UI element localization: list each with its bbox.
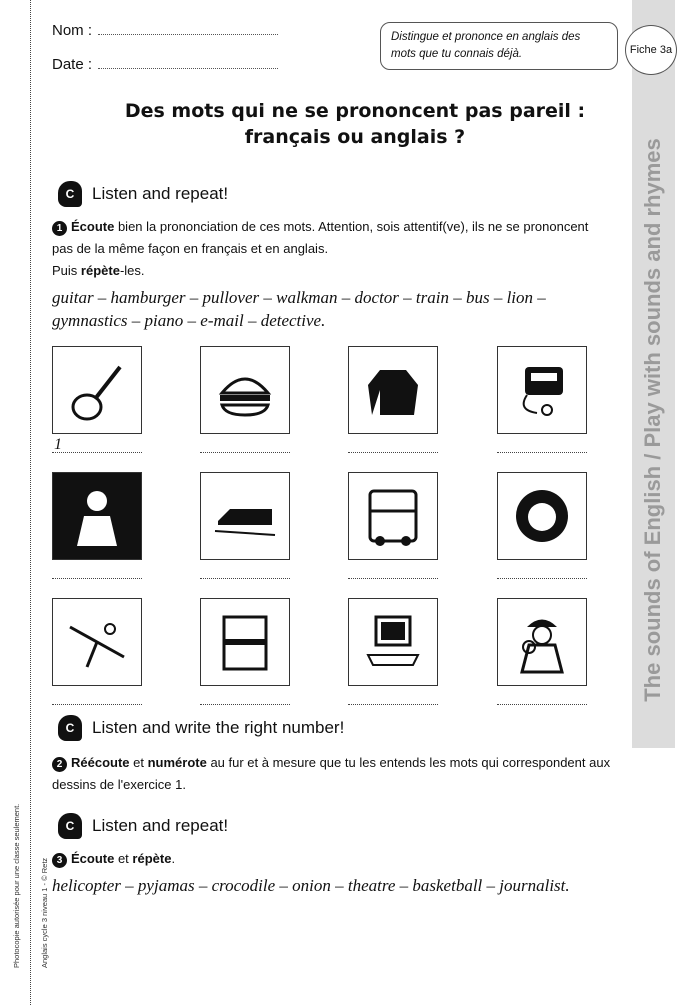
instr-text: bien la prononciation de ces mots. Attention, sois attentif(ve), ils ne se prononcent pas de la même façon en français et en anglais. (52, 219, 589, 256)
section-heading: Listen and repeat! (92, 816, 229, 835)
picture-pullover (348, 346, 438, 434)
answer-line[interactable] (52, 704, 142, 705)
answer-line[interactable] (497, 452, 587, 453)
instr-bold: numérote (147, 755, 207, 770)
picture-guitar (52, 346, 142, 434)
guitar-icon (62, 355, 132, 425)
name-line (98, 34, 278, 35)
section-heading: Listen and write the right number! (92, 718, 345, 737)
title-line-1: Des mots qui ne se prononcent pas pareil : (124, 100, 586, 122)
section-2-heading (58, 714, 612, 742)
date-line (98, 68, 278, 69)
credit-line-1: Photocopie autorisée pour une classe seulement. (12, 803, 21, 968)
answer-line[interactable] (200, 578, 290, 579)
answer-line[interactable] (200, 452, 290, 453)
hamburger-icon (210, 355, 280, 425)
ear-icon: C (58, 813, 82, 839)
answer-line[interactable] (52, 452, 142, 453)
bus-icon (358, 481, 428, 551)
word-list-1: guitar – hamburger – pullover – walkman – doctor – train – bus – lion – gymnastics – piano – e-mail – detective. (52, 288, 546, 330)
date-field[interactable] (52, 56, 278, 73)
answer-line[interactable] (497, 578, 587, 579)
name-field[interactable] (52, 22, 278, 39)
answer-line[interactable] (348, 704, 438, 705)
instr-bold: répète (132, 851, 172, 866)
instr-text: . (171, 851, 176, 866)
picture-doctor (52, 472, 142, 560)
answer-line[interactable] (200, 704, 290, 705)
picture-bus (348, 472, 438, 560)
instr-text: au fur et à mesure que tu les entends les mots qui correspondent aux dessins de l'exercice 1. (52, 755, 611, 792)
picture-gymnastics (52, 598, 142, 686)
name-label: Nom : (52, 22, 93, 39)
picture-piano (200, 598, 290, 686)
picture-walkman (497, 346, 587, 434)
credit-line-2: Anglais cycle 3 niveau 1 - © Retz (40, 857, 49, 968)
sections-2-3 (52, 714, 612, 897)
instr-text: et (114, 851, 133, 866)
lion-icon (507, 481, 577, 551)
picture-e-mail (348, 598, 438, 686)
example-number: 1 (54, 436, 62, 453)
picture-lion (497, 472, 587, 560)
title-line-2: français ou anglais ? (244, 126, 466, 148)
answer-line[interactable] (348, 452, 438, 453)
exercise-2-instruction (52, 752, 612, 796)
exercise-1-instruction (52, 216, 612, 282)
doctor-icon (62, 481, 132, 551)
page-title (80, 98, 630, 150)
number-badge: 1 (52, 221, 67, 236)
instr-text: et (129, 755, 148, 770)
number-badge: 2 (52, 757, 67, 772)
band-title: The sounds of English / Play with sounds and rhymes (640, 138, 665, 702)
number-badge: 3 (52, 853, 67, 868)
word-list-3: helicopter – pyjamas – crocodile – onion – theatre – basketball – journalist. (52, 876, 570, 895)
section-1 (52, 180, 612, 332)
instr-text: Puis (52, 263, 81, 278)
section-1-heading (58, 180, 612, 208)
answer-line[interactable] (52, 578, 142, 579)
fiche-badge: Fiche 3a (625, 25, 677, 75)
picture-detective (497, 598, 587, 686)
instr-bold: Écoute (71, 851, 115, 866)
e-mail-icon (358, 607, 428, 677)
train-icon (210, 481, 280, 551)
picture-train (200, 472, 290, 560)
instr-bold: Écoute (71, 219, 115, 234)
picture-hamburger (200, 346, 290, 434)
piano-icon (210, 607, 280, 677)
objective-box: Distingue et prononce en anglais des mots que tu connais déjà. (380, 22, 618, 70)
exercise-3-instruction (52, 848, 612, 870)
walkman-icon (507, 355, 577, 425)
section-3-heading (58, 812, 612, 840)
instr-bold: répète (80, 263, 120, 278)
instr-text: -les. (119, 263, 145, 278)
gymnastics-icon (62, 607, 132, 677)
answer-line[interactable] (497, 704, 587, 705)
ear-icon: C (58, 181, 82, 207)
detective-icon (507, 607, 577, 677)
instr-bold: Réécoute (71, 755, 130, 770)
cut-line (30, 0, 31, 1005)
ear-icon: C (58, 715, 82, 741)
answer-line[interactable] (348, 578, 438, 579)
date-label: Date : (52, 56, 93, 73)
section-heading: Listen and repeat! (92, 184, 229, 203)
pullover-icon (358, 355, 428, 425)
